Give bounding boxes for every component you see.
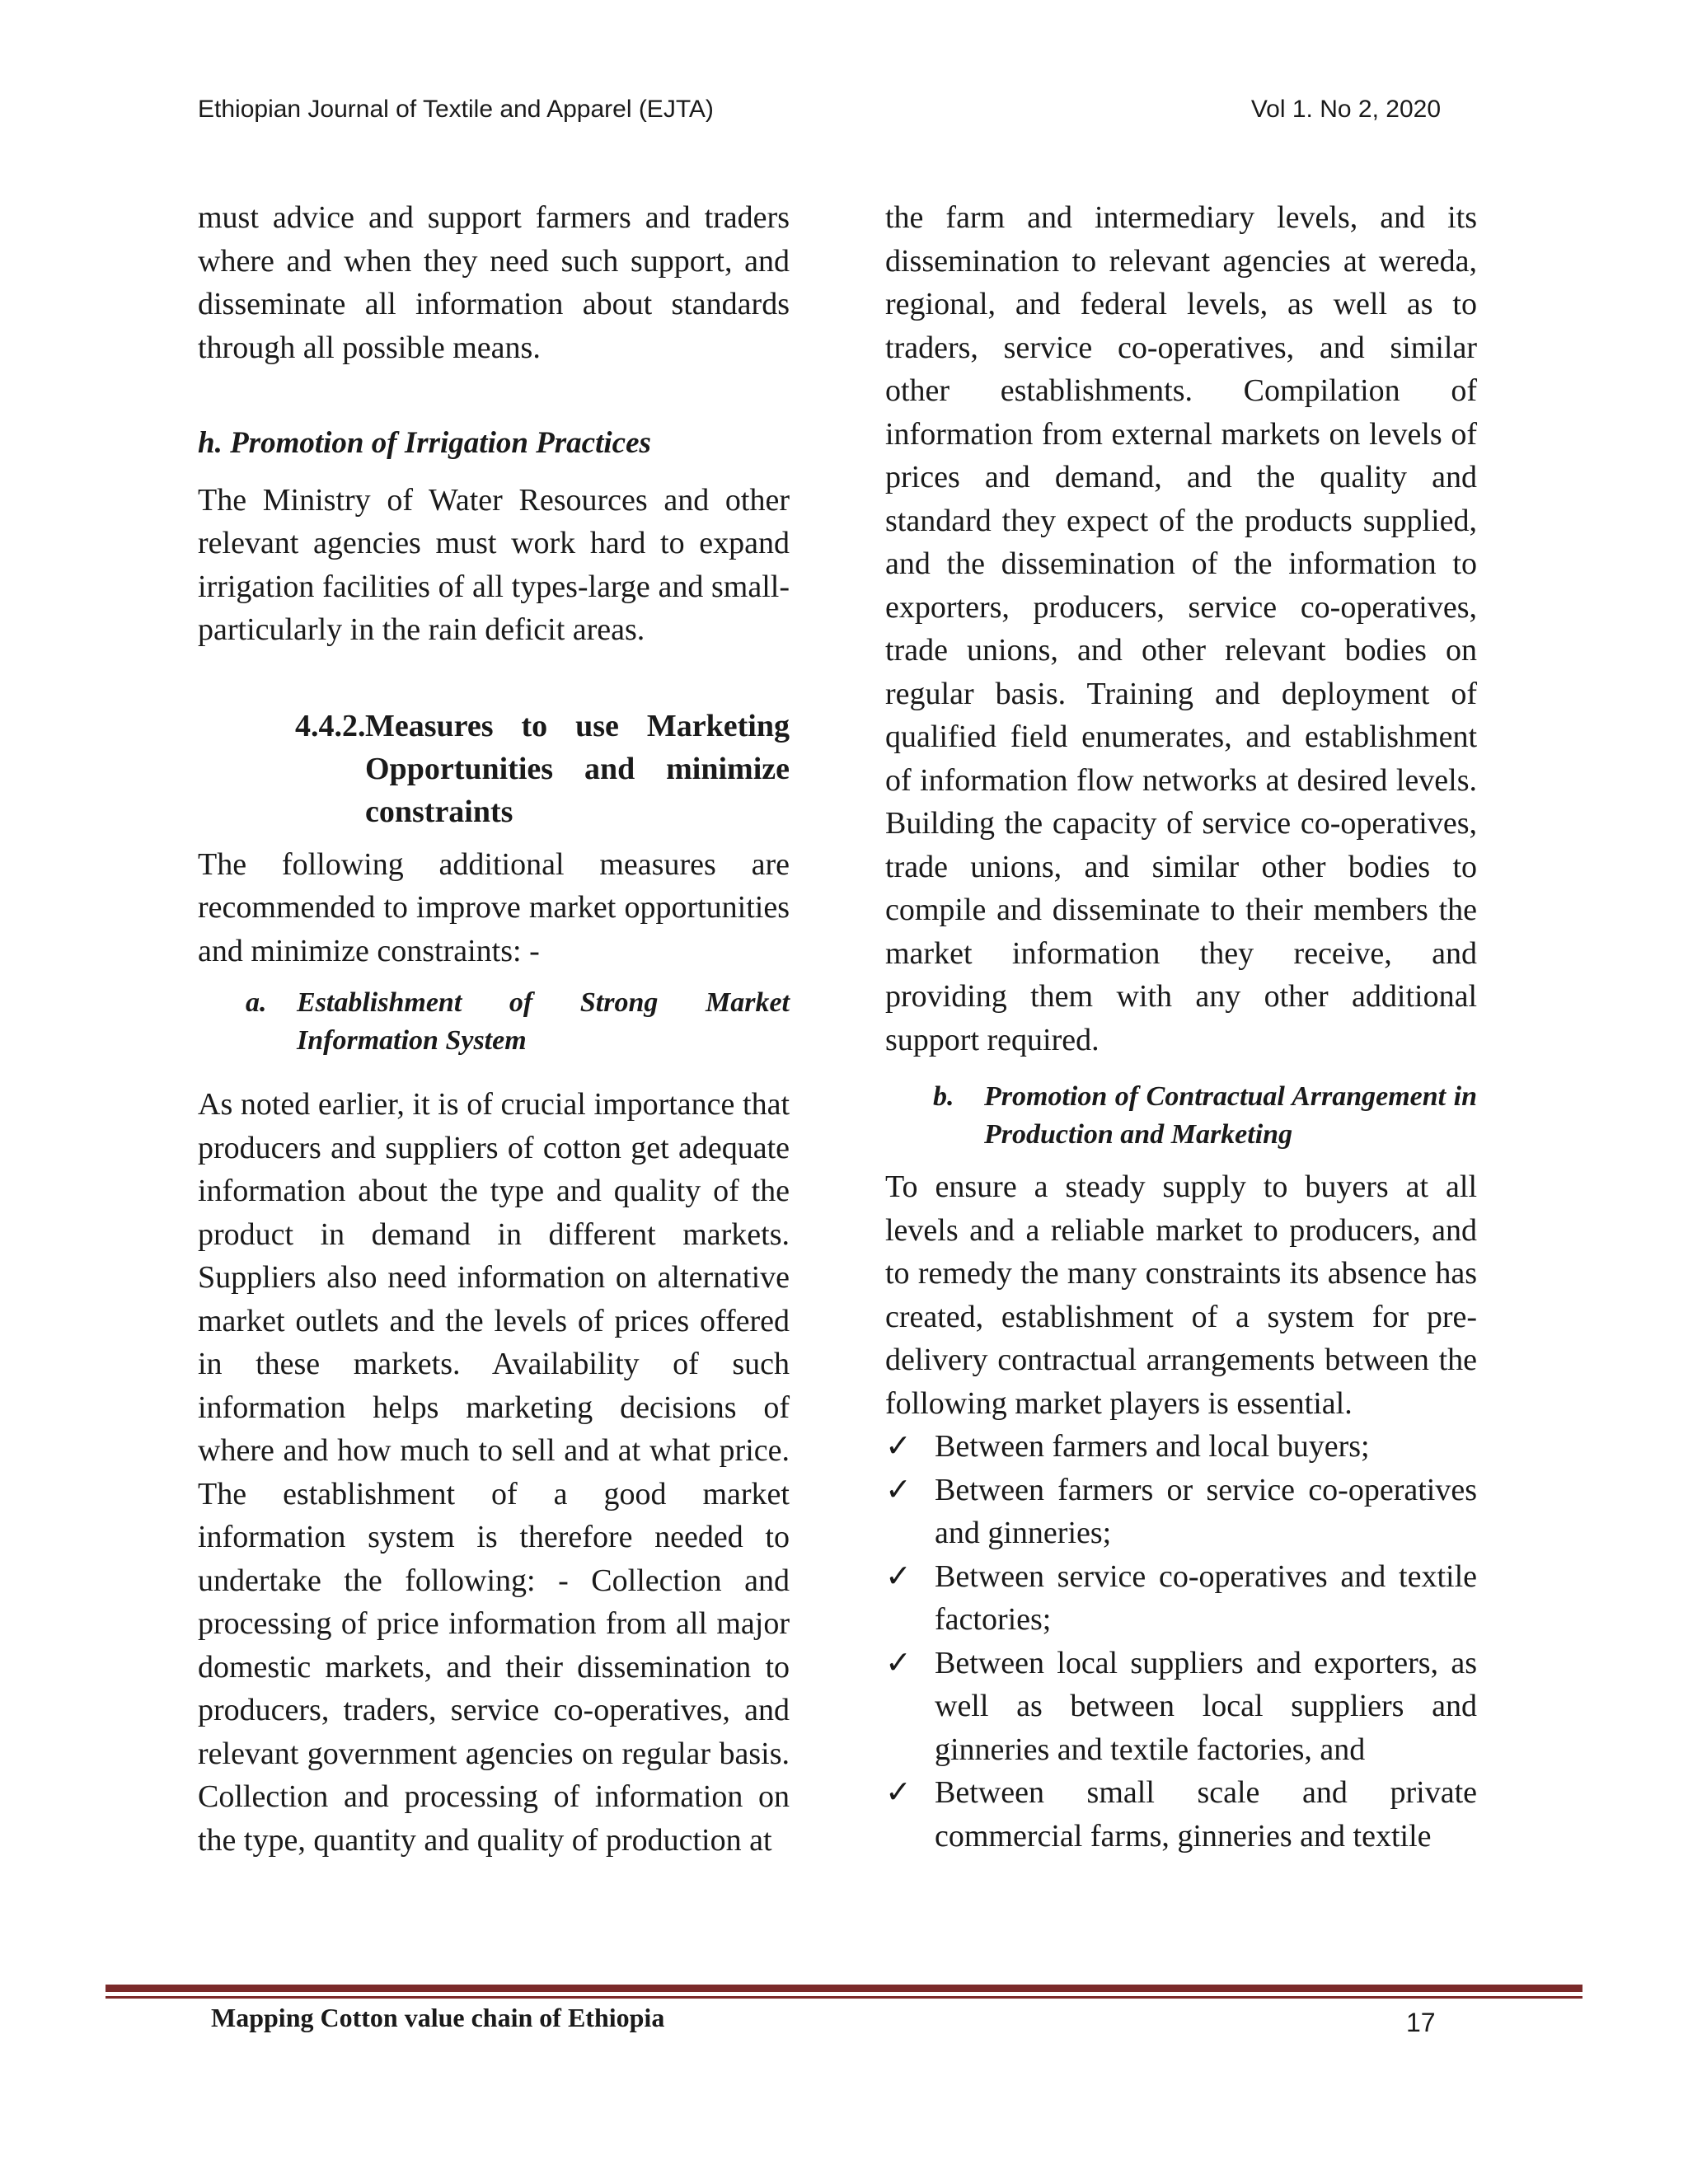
list-item: ✓ Between farmers and local buyers; — [885, 1425, 1477, 1469]
section-title: Measures to use Marketing Opportunities and minimize constraints — [365, 708, 790, 829]
footer-rule — [106, 1985, 1582, 1992]
list-item: ✓ Between small scale and private commercial farms, ginneries and textile — [885, 1771, 1477, 1858]
section-heading — [198, 705, 790, 833]
checkmark-icon: ✓ — [885, 1645, 912, 1680]
footer-rule-thin — [106, 1996, 1582, 1999]
running-header — [198, 96, 1441, 129]
left-column — [198, 196, 790, 1862]
list-item: ✓ Between farmers or service co-operatives and ginneries; — [885, 1469, 1477, 1555]
section-number: 4.4.2. — [295, 708, 366, 743]
checkmark-icon: ✓ — [885, 1558, 912, 1594]
item-b-label: b. — [933, 1081, 954, 1112]
item-a-label: a. — [246, 987, 267, 1018]
item-b-heading — [885, 1078, 1477, 1154]
checkmark-icon: ✓ — [885, 1775, 912, 1810]
item-a-heading — [198, 984, 790, 1060]
checkmark-icon: ✓ — [885, 1429, 912, 1464]
footer-title: Mapping Cotton value chain of Ethiopia — [211, 2003, 665, 2032]
continuation-paragraph: the farm and intermediary levels, and its dissemination to relevant agencies at wereda, regional, and federal levels, as well as to traders, service co-operatives, and similar other establishments. Compilation of information from external markets on levels of prices and demand, and the quality and standard they expect of the products supplied, and the dissemination of the information to exporters, producers, service co-operatives, trade unions, and other relevant bodies on regular basis. Training and deployment of qualified field enumerates, and establishment of information flow networks at desired levels. Building the capacity of service co-operatives, trade unions, and similar other bodies to compile and disseminate to their members the market information they receive, and providing them with any other additional support required. — [885, 200, 1477, 1057]
section-intro: The following additional measures are recommended to improve market opportunities and minimize constraints: - — [198, 846, 790, 968]
checkmark-list — [885, 1425, 1477, 1858]
intro-paragraph: must advice and support farmers and traders where and when they need such support, and disseminate all information about standards through all possible means. — [198, 200, 790, 365]
list-item: ✓ Between local suppliers and exporters, as well as between local suppliers and ginneries and textile factories, and — [885, 1642, 1477, 1772]
item-a-body: As noted earlier, it is of crucial importance that producers and suppliers of cotton get adequate information about the type and quality of the product in demand in different markets. Suppliers also need information on alternative market outlets and the levels of prices offered in these markets. Availability of such information helps marketing decisions of where and how much to sell and at what price. The establishment of a good market information system is therefore needed to undertake the following: - Collection and processing of price information from all major domestic markets, and their dissemination to producers, traders, service co-operatives, and relevant government agencies on regular basis. Collection and processing of information on the type, quantity and quality of production at — [198, 1087, 790, 1858]
checkmark-icon: ✓ — [885, 1472, 912, 1507]
item-b-body: To ensure a steady supply to buyers at all levels and a reliable market to producers, and to remedy the many constraints its absence has created, establishment of a system for pre-delivery contractual arrangements between the following market players is essential. — [885, 1169, 1477, 1421]
subsection-h-body: The Ministry of Water Resources and other relevant agencies must work hard to expand irrigation facilities of all types-large and small- particularly in the rain deficit areas. — [198, 482, 790, 647]
right-column — [885, 196, 1477, 1858]
item-a-title: Establishment of Strong Market Information System — [297, 987, 790, 1056]
journal-name: Ethiopian Journal of Textile and Apparel (EJTA) — [198, 96, 714, 123]
list-item: ✓ Between service co-operatives and textile factories; — [885, 1555, 1477, 1642]
page-number: 17 — [1406, 2008, 1436, 2037]
volume-info: Vol 1. No 2, 2020 — [1250, 96, 1441, 123]
subsection-h-title: h. Promotion of Irrigation Practices — [198, 426, 651, 460]
item-b-title: Promotion of Contractual Arrangement in Production and Marketing — [984, 1081, 1477, 1150]
